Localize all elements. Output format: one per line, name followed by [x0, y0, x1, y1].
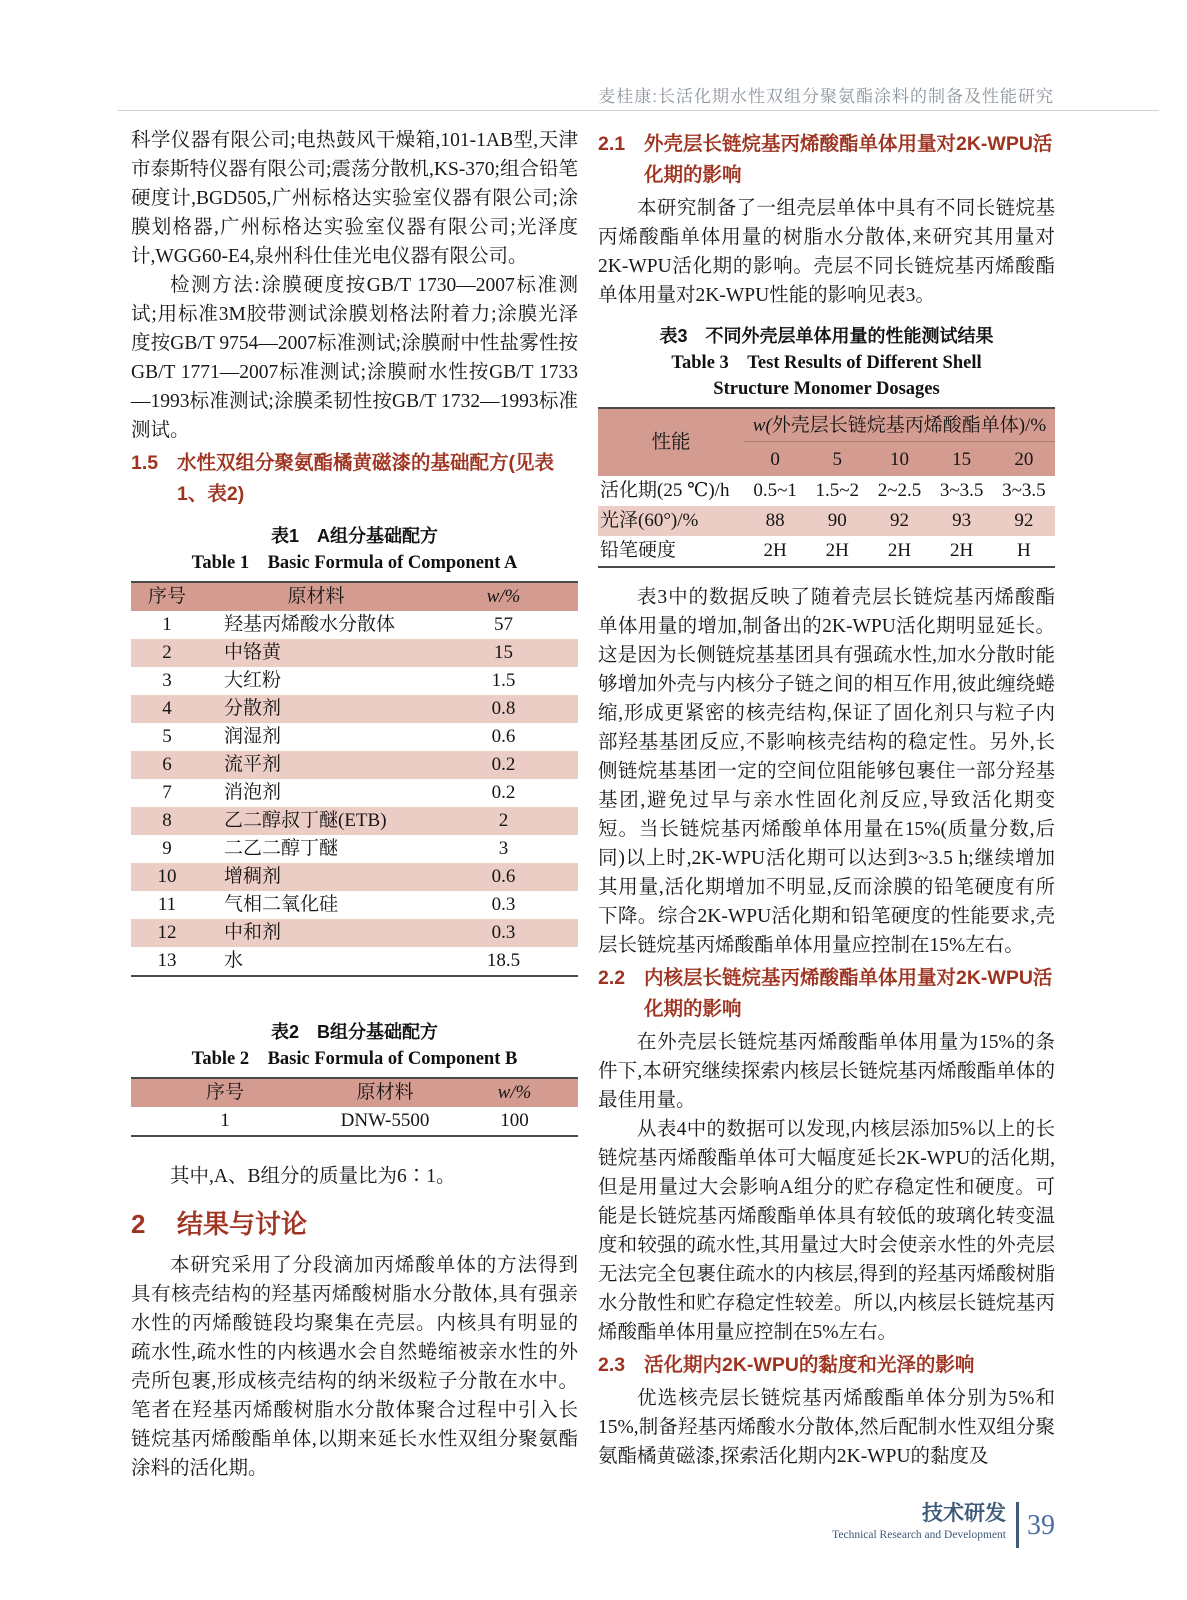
paragraph-2-2-b: 从表4中的数据可以发现,内核层添加5%以上的长链烷基丙烯酸酯单体可大幅度延长2K-WPU的活化期,但是用量过大会影响A组分的贮存稳定性和硬度。可能是长链烷基丙烯酸酯单体具有较低的玻璃化转变温度和较强的疏水性,其用量过大时会使亲水性的外壳层无法完全包裹住疏水的内核层,得到的羟基丙烯酸树脂水分散性和贮存稳定性较差。所以,内核层长链烷基丙烯酸酯单体用量应控制在5%左右。 — [598, 1119, 1055, 1343]
table-row: 活化期(25 ℃)/h 0.5~1 1.5~2 2~2.5 3~3.5 3~3.5 — [600, 480, 1046, 501]
table-row: 5 润湿剂 0.6 — [162, 726, 516, 747]
section-number: 2.3 — [598, 1354, 626, 1376]
table-row: 10 增稠剂 0.6 — [131, 863, 578, 891]
footer-divider-bar — [1016, 1502, 1019, 1548]
table-row: 1 DNW-5500 100 — [220, 1110, 529, 1131]
paragraph-test-methods: 检测方法:涂膜硬度按GB/T 1730—2007标准测试;用标准3M胶带测试涂膜划格法附着力;涂膜光泽度按GB/T 9754—2007标准测试;涂膜耐中性盐雾性按GB/T 1771—2007标准测试;涂膜耐水性按GB/T 1733—1993标准测试;涂膜柔韧性按GB/T 1732—1993标准测试。 — [131, 275, 578, 441]
table-2 — [131, 1077, 578, 1137]
table-row: 6 流平剂 0.2 — [131, 751, 578, 779]
left-column — [131, 126, 578, 1483]
table-1 — [131, 581, 578, 977]
section-title: 外壳层长链烷基丙烯酸酯单体用量对2K-WPU活化期的影响 — [644, 133, 1053, 186]
table-row: 11 气相二氧化硅 0.3 — [157, 894, 516, 915]
table-row: 7 消泡剂 0.2 — [162, 782, 516, 803]
dosage-10: 10 — [868, 445, 930, 476]
footer-section-zh: 技术研发 — [922, 1502, 1006, 1525]
section-title: 内核层长链烷基丙烯酸酯单体用量对2K-WPU活化期的影响 — [644, 967, 1053, 1020]
table-2-header-row — [131, 1078, 578, 1107]
col-header-weight: w/% — [429, 582, 578, 611]
section-number: 2 — [131, 1209, 146, 1239]
section-number: 1.5 — [131, 452, 159, 474]
right-column — [598, 126, 1055, 1471]
col-header-material: 原材料 — [203, 582, 429, 611]
dosage-0: 0 — [744, 445, 806, 476]
table-row: 1 羟基丙烯酸水分散体 57 — [162, 614, 513, 635]
table-row: 12 中和剂 0.3 — [131, 919, 578, 947]
section-heading-2-2 — [598, 963, 1055, 1025]
table-3 — [598, 407, 1055, 568]
section-title: 活化期内2K-WPU的黏度和光泽的影响 — [644, 1354, 975, 1376]
section-number: 2.2 — [598, 967, 626, 989]
col-header-weight: w/% — [451, 1078, 578, 1107]
table-1-header-row — [131, 582, 578, 611]
table-2-body — [131, 1107, 578, 1136]
table-2-caption — [131, 1019, 578, 1072]
dosage-15: 15 — [931, 445, 993, 476]
page-number: 39 — [1027, 1510, 1055, 1541]
table-3-caption-en: Table 3 Test Results of Different Shell Structure Monomer Dosages — [671, 353, 982, 399]
running-head: 麦桂康:长活化期水性双组分聚氨酯涂料的制备及性能研究 — [598, 87, 1054, 106]
section-heading-2-1 — [598, 129, 1055, 191]
header-divider — [118, 110, 1159, 111]
page-footer — [832, 1502, 1055, 1548]
table-row: 4 分散剂 0.8 — [131, 695, 578, 723]
table-1-caption — [131, 523, 578, 576]
section-title: 结果与讨论 — [177, 1209, 308, 1239]
table-row: 光泽(60°)/% 88 90 92 93 92 — [598, 506, 1055, 536]
paragraph-2-3: 优选核壳层长链烷基丙烯酸酯单体分别为5%和15%,制备羟基丙烯酸水分散体,然后配制水性双组分聚氨酯橘黄磁漆,探索活化期内2K-WPU的黏度及 — [598, 1388, 1055, 1467]
paragraph-mix-ratio: 其中,A、B组分的质量比为6∶1。 — [170, 1166, 456, 1187]
paragraph-2-2-a: 在外壳层长链烷基丙烯酸酯单体用量为15%的条件下,本研究继续探索内核层长链烷基丙烯酸酯单体的最佳用量。 — [598, 1032, 1055, 1111]
table-3-header-row-1 — [598, 408, 1055, 445]
table-row: 8 乙二醇叔丁醚(ETB) 2 — [131, 807, 578, 835]
table-row: 2 中铬黄 15 — [131, 639, 578, 667]
col-header-index: 序号 — [131, 1078, 319, 1107]
paragraph-instruments: 科学仪器有限公司;电热鼓风干燥箱,101-1AB型,天津市泰斯特仪器有限公司;震荡分散机,KS-370;组合铅笔硬度计,BGD505,广州标格达实验室仪器有限公司;涂膜划格器,广州标格达实验室仪器有限公司;光泽度计,WGG60-E4,泉州科仕佳光电仪器有限公司。 — [131, 130, 578, 267]
dosage-20: 20 — [993, 445, 1055, 476]
dosage-5: 5 — [806, 445, 868, 476]
paragraph-2-1: 本研究制备了一组壳层单体中具有不同长链烷基丙烯酸酯单体用量的树脂水分散体,来研究其用量对2K-WPU活化期的影响。壳层不同长链烷基丙烯酸酯单体用量对2K-WPU性能的影响见表3。 — [598, 198, 1055, 306]
col-header-monomer-dosage: w(外壳层长链烷基丙烯酸酯单体)/% — [744, 408, 1055, 445]
table-row: 3 大红粉 1.5 — [162, 670, 516, 691]
table-3-body — [598, 476, 1055, 567]
table-2-caption-zh: 表2 B组分基础配方 — [270, 1022, 438, 1042]
table-1-caption-zh: 表1 A组分基础配方 — [270, 526, 438, 546]
table-3-caption — [598, 323, 1055, 402]
section-heading-2 — [131, 1206, 578, 1242]
section-heading-2-3 — [598, 1350, 1055, 1381]
table-1-caption-en: Table 1 Basic Formula of Component A — [191, 553, 518, 573]
col-header-index: 序号 — [131, 582, 203, 611]
table-row: 13 水 18.5 — [157, 950, 521, 971]
table-row: 9 二乙二醇丁醚 3 — [162, 838, 509, 859]
table-3-caption-zh: 表3 不同外壳层单体用量的性能测试结果 — [659, 326, 994, 346]
footer-section-en: Technical Research and Development — [832, 1529, 1006, 1541]
table-row: 铅笔硬度 2H 2H 2H 2H H — [600, 540, 1031, 561]
section-number: 2.1 — [598, 133, 626, 155]
paragraph-results-intro: 本研究采用了分段滴加丙烯酸单体的方法得到具有核壳结构的羟基丙烯酸树脂水分散体,具有强亲水性的丙烯酸链段均聚集在壳层。内核具有明显的疏水性,疏水性的内核遇水会自然蜷缩被亲水性的外壳所包裹,形成核壳结构的纳米级粒子分散在水中。笔者在羟基丙烯酸树脂水分散体聚合过程中引入长链烷基丙烯酸酯单体,以期来延长水性双组分聚氨酯涂料的活化期。 — [131, 1255, 578, 1479]
footer-section — [832, 1502, 1006, 1542]
paragraph-table3-discussion: 表3中的数据反映了随着壳层长链烷基丙烯酸酯单体用量的增加,制备出的2K-WPU活化期明显延长。这是因为长侧链烷基基团具有强疏水性,加水分散时能够增加外壳与内核分子链之间的相互作用,彼此缠绕蜷缩,形成更紧密的核壳结构,保证了固化剂只与粒子内部羟基基团反应,不影响核壳结构的稳定性。另外,长侧链烷基基团一定的空间位阻能够包裹住一部分羟基基团,避免过早与亲水性固化剂反应,导致活化期变短。当长链烷基丙烯酸单体用量在15%(质量分数,后同)以上时,2K-WPU活化期可以达到3~3.5 h;继续增加其用量,活化期增加不明显,反而涂膜的铅笔硬度有所下降。综合2K-WPU活化期和铅笔硬度的性能要求,壳层长链烷基丙烯酸酯单体用量应控制在15%左右。 — [598, 587, 1055, 956]
table-2-caption-en: Table 2 Basic Formula of Component B — [191, 1049, 518, 1069]
col-header-performance: 性能 — [598, 408, 744, 476]
section-title: 水性双组分聚氨酯橘黄磁漆的基础配方(见表1、表2) — [177, 452, 554, 505]
section-heading-1-5 — [131, 448, 578, 510]
table-1-body — [131, 611, 578, 976]
col-header-material: 原材料 — [319, 1078, 451, 1107]
